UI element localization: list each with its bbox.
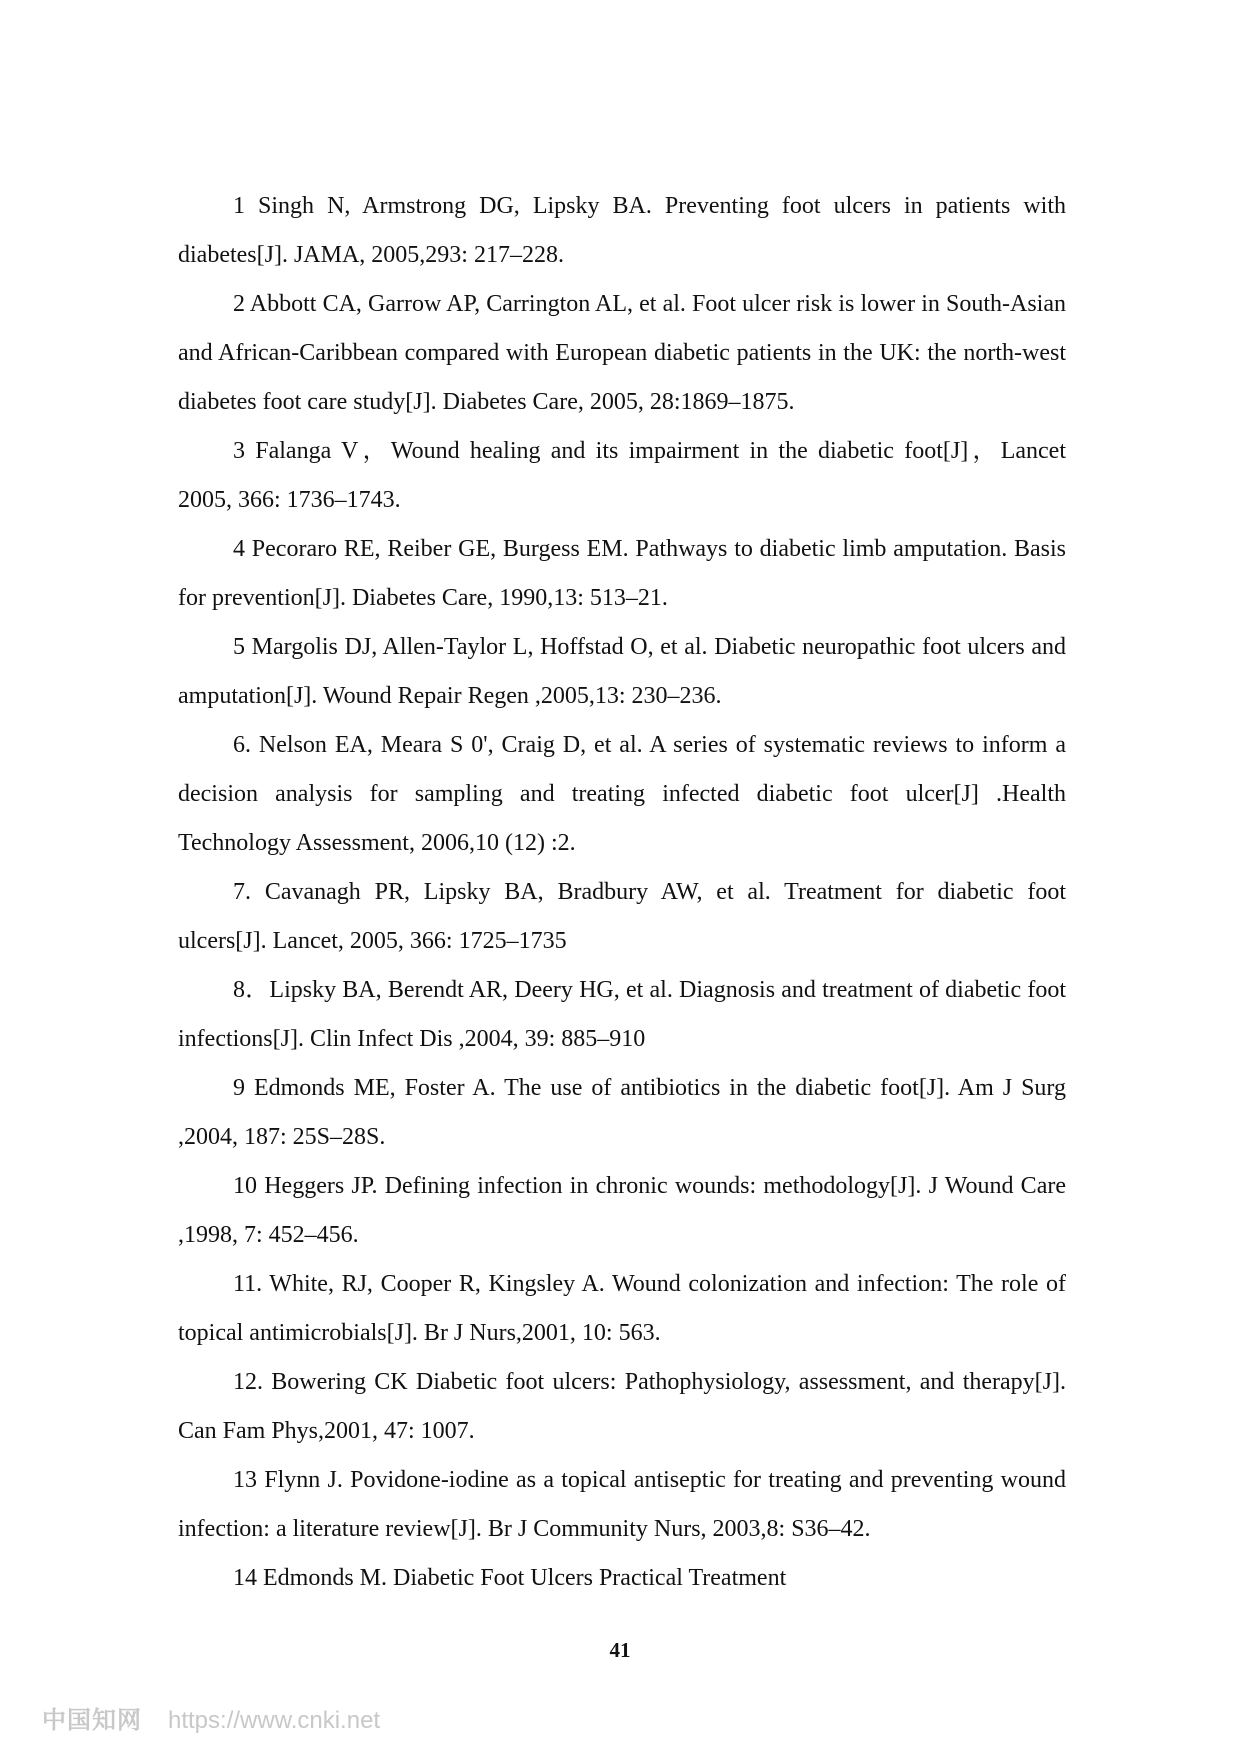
reference-item: 12. Bowering CK Diabetic foot ulcers: Pathophysiology, assessment, and therapy[J]. Can Fam Phys,2001, 47: 1007. bbox=[178, 1369, 1066, 1444]
reference-item: 1 Singh N, Armstrong DG, Lipsky BA. Preventing foot ulcers in patients with diabetes[J]. JAMA, 2005,293: 217–228. bbox=[178, 193, 1066, 268]
watermark-logo: 中国知网 bbox=[42, 1706, 142, 1734]
reference-item: 8．Lipsky BA, Berendt AR, Deery HG, et al. Diagnosis and treatment of diabetic foot infections[J]. Clin Infect Dis ,2004, 39: 885–910 bbox=[178, 977, 1066, 1052]
reference-item: 10 Heggers JP. Defining infection in chronic wounds: methodology[J]. J Wound Care ,1998, 7: 452–456. bbox=[178, 1173, 1066, 1248]
reference-item: 7. Cavanagh PR, Lipsky BA, Bradbury AW, et al. Treatment for diabetic foot ulcers[J]. Lancet, 2005, 366: 1725–1735 bbox=[178, 879, 1066, 954]
page-number: 41 bbox=[609, 1638, 631, 1662]
reference-item: 3 Falanga V，Wound healing and its impairment in the diabetic foot[J]，Lancet 2005, 366: 1736–1743. bbox=[178, 438, 1066, 513]
reference-item: 11. White, RJ, Cooper R, Kingsley A. Wound colonization and infection: The role of topical antimicrobials[J]. Br J Nurs,2001, 10: 563. bbox=[178, 1271, 1066, 1346]
watermark-url: https://www.cnki.net bbox=[168, 1707, 381, 1734]
reference-item: 4 Pecoraro RE, Reiber GE, Burgess EM. Pathways to diabetic limb amputation. Basis for prevention[J]. Diabetes Care, 1990,13: 513–21. bbox=[178, 536, 1066, 611]
reference-item: 14 Edmonds M. Diabetic Foot Ulcers Practical Treatment bbox=[233, 1565, 787, 1591]
reference-item: 9 Edmonds ME, Foster A. The use of antibiotics in the diabetic foot[J]. Am J Surg ,2004, 187: 25S–28S. bbox=[178, 1075, 1066, 1150]
reference-item: 13 Flynn J. Povidone-iodine as a topical antiseptic for treating and preventing wound infection: a literature review[J]. Br J Community Nurs, 2003,8: S36–42. bbox=[178, 1467, 1066, 1542]
reference-item: 5 Margolis DJ, Allen-Taylor L, Hoffstad O, et al. Diabetic neuropathic foot ulcers and amputation[J]. Wound Repair Regen ,2005,13: 230–236. bbox=[178, 634, 1066, 709]
cnki-watermark bbox=[42, 1700, 380, 1735]
reference-item: 6. Nelson EA, Meara S 0', Craig D, et al. A series of systematic reviews to inform a decision analysis for sampling and treating infected diabetic foot ulcer[J] .Health Technology Assessment, 2006,10 (12) :2. bbox=[178, 732, 1066, 856]
reference-item: 2 Abbott CA, Garrow AP, Carrington AL, et al. Foot ulcer risk is lower in South-Asian and African-Caribbean compared with European diabetic patients in the UK: the north-west diabetes foot care study[J]. Diabetes Care, 2005, 28:1869–1875. bbox=[178, 291, 1066, 415]
reference-list bbox=[178, 182, 1066, 1603]
